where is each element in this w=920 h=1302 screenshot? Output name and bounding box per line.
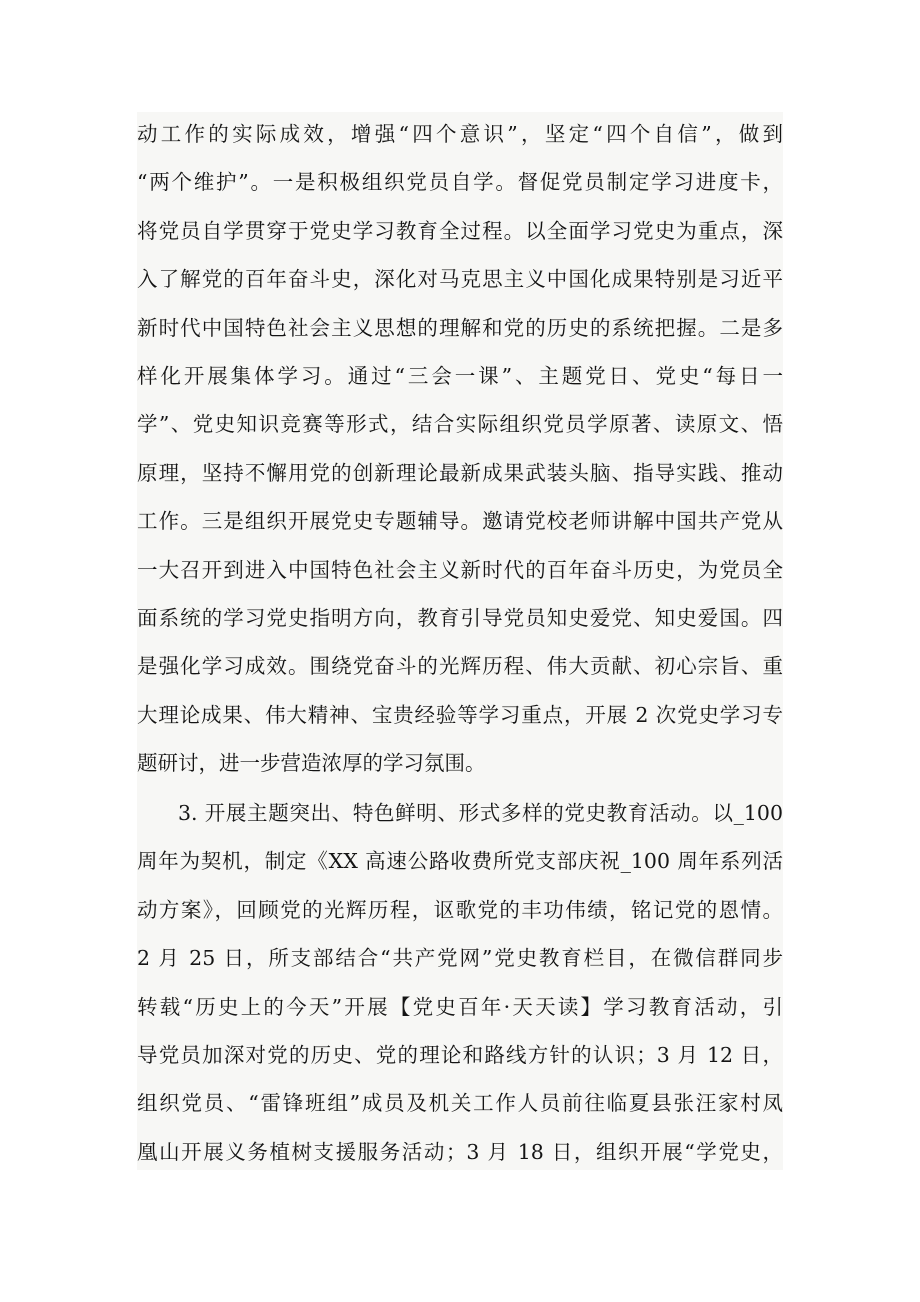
- paragraph-1-line-11: 面系统的学习党史指明方向，教育引导党员知史爱党、知史爱国。四: [137, 605, 783, 630]
- paragraph-1-line-3: 将党员自学贯穿于党史学习教育全过程。以全面学习党史为重点，深: [137, 218, 783, 243]
- paragraph-1-line-5: 新时代中国特色社会主义思想的理解和党的历史的系统把握。二是多: [137, 315, 783, 340]
- paragraph-1-line-13: 大理论成果、伟大精神、宝贵经验等学习重点，开展 2 次党史学习专: [137, 702, 783, 727]
- paragraph-1-line-14: 题研讨，进一步营造浓厚的学习氛围。: [137, 751, 486, 776]
- paragraph-2-line-5: 转载“历史上的今天”开展【党史百年·天天读】学习教育活动，引: [137, 994, 783, 1019]
- paragraph-2-line-3: 动方案》，回顾党的光辉历程，讴歌党的丰功伟绩，铭记党的恩情。: [137, 897, 783, 922]
- paragraph-2-line-8: 凰山开展义务植树支援服务活动；3 月 18 日，组织开展“学党史，: [137, 1139, 783, 1164]
- paragraph-1-line-1: 动工作的实际成效，增强“四个意识”，坚定“四个自信”，做到: [137, 122, 783, 146]
- paragraph-2: [137, 789, 783, 1176]
- paragraph-1: [137, 110, 783, 787]
- paragraph-1-line-9: 工作。三是组织开展党史专题辅导。邀请党校老师讲解中国共产党从: [137, 509, 783, 534]
- paragraph-1-line-10: 一大召开到进入中国特色社会主义新时代的百年奋斗历史，为党员全: [137, 557, 783, 582]
- paragraph-1-line-6: 样化开展集体学习。通过“三会一课”、主题党日、党史“每日一: [137, 363, 783, 388]
- paragraph-2-line-2: 周年为契机，制定《XX 高速公路收费所党支部庆祝_100 周年系列活: [137, 849, 783, 874]
- paragraph-1-line-12: 是强化学习成效。围绕党奋斗的光辉历程、伟大贡献、初心宗旨、重: [137, 654, 783, 679]
- paragraph-2-line-4: 2 月 25 日，所支部结合“共产党网”党史教育栏目，在微信群同步: [137, 946, 783, 971]
- paragraph-1-line-2: “两个维护”。一是积极组织党员自学。督促党员制定学习进度卡，: [137, 170, 783, 195]
- paragraph-1-line-4: 入了解党的百年奋斗史，深化对马克思主义中国化成果特别是习近平: [137, 267, 783, 292]
- paragraph-2-line-6: 导党员加深对党的历史、党的理论和路线方针的认识；3 月 12 日，: [137, 1042, 783, 1067]
- paragraph-1-line-8: 原理，坚持不懈用党的创新理论最新成果武装头脑、指导实践、推动: [137, 460, 783, 485]
- paragraph-2-line-1: 3. 开展主题突出、特色鲜明、形式多样的党史教育活动。以_100: [178, 801, 783, 825]
- paragraph-1-line-7: 学”、党史知识竞赛等形式，结合实际组织党员学原著、读原文、悟: [137, 412, 783, 437]
- paragraph-2-line-7: 组织党员、“雷锋班组”成员及机关工作人员前往临夏县张汪家村凤: [137, 1091, 783, 1116]
